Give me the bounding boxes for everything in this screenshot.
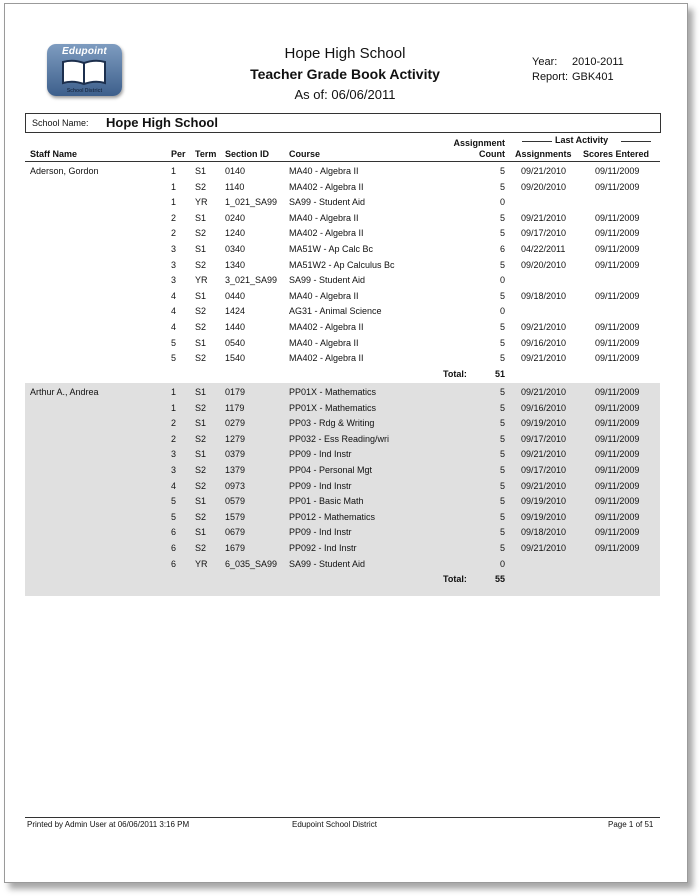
total-value: 51: [494, 368, 505, 379]
term: YR: [195, 558, 208, 569]
report-value: GBK401: [572, 71, 614, 83]
table-row: [25, 480, 660, 495]
term: S1: [195, 496, 207, 507]
col-per: Per: [171, 149, 186, 159]
section-id: 1140: [225, 181, 245, 192]
total-row: [25, 573, 660, 588]
term: S2: [195, 322, 207, 332]
last-assignment-date: 09/16/2010: [521, 402, 567, 413]
footer-rule: [25, 817, 660, 818]
assignment-count: 5: [499, 228, 505, 239]
term: S2: [195, 543, 207, 553]
period: 3: [171, 465, 177, 475]
course: SA99 - Student Aid: [289, 197, 366, 208]
period: 1: [171, 197, 177, 208]
last-assignment-date: 09/20/2010: [521, 181, 567, 192]
report-title: Teacher Grade Book Activity: [250, 66, 440, 82]
school-name-box: [25, 113, 661, 133]
period: 1: [171, 166, 177, 176]
course: MA402 - Algebra II: [289, 228, 364, 239]
report-label: Report:: [532, 71, 569, 83]
table-row: [25, 274, 660, 289]
last-assignment-date: 09/21/2010: [521, 212, 567, 223]
report-meta: [532, 71, 614, 83]
school-title: Hope High School: [284, 45, 406, 62]
col-course: Course: [289, 149, 321, 159]
last-score-date: 09/11/2009: [595, 290, 640, 301]
assignment-count: 0: [499, 306, 505, 317]
section-id: 3_021_SA99: [225, 275, 278, 286]
last-score-date: 09/11/2009: [595, 527, 640, 538]
table-row: [25, 337, 660, 352]
table-row: [25, 321, 660, 336]
course: MA40 - Algebra II: [289, 166, 359, 176]
period: 3: [171, 244, 177, 254]
last-score-date: 09/11/2009: [595, 511, 640, 522]
section-id: 1424: [225, 306, 246, 317]
table-row: [25, 417, 660, 432]
table-row: [25, 526, 660, 541]
course: PP092 - Ind Instr: [289, 543, 357, 553]
table-row: [25, 305, 660, 320]
period: 2: [171, 212, 177, 223]
term: S2: [195, 480, 207, 491]
section-id: 1440: [225, 322, 246, 332]
course: PP09 - Ind Instr: [289, 527, 352, 538]
col-term: Term: [195, 149, 217, 159]
last-assignment-date: 09/16/2010: [521, 337, 567, 348]
section-id: 1279: [225, 433, 246, 444]
assignment-count: 5: [499, 181, 505, 192]
period: 2: [171, 418, 177, 429]
last-assignment-date: 09/20/2010: [521, 259, 567, 270]
table-row: [25, 243, 660, 258]
assignment-count: 5: [499, 496, 505, 507]
col-count-line2: Count: [479, 149, 505, 159]
section-id: 0579: [225, 496, 246, 507]
assignment-count: 0: [499, 558, 505, 569]
section-id: 1340: [225, 259, 246, 270]
last-assignment-date: 09/17/2010: [521, 228, 567, 239]
total-label: Total:: [443, 574, 467, 585]
last-score-date: 09/11/2009: [595, 353, 640, 364]
period: 2: [171, 228, 177, 239]
teacher-group: [25, 383, 660, 596]
course: AG31 - Animal Science: [289, 306, 382, 317]
table-row: [25, 433, 660, 448]
year-label: Year:: [532, 56, 558, 68]
school-name-value: Hope High School: [106, 115, 218, 130]
last-assignment-date: 09/21/2010: [521, 353, 567, 364]
course: SA99 - Student Aid: [289, 275, 366, 286]
section-id: 6_035_SA99: [225, 558, 278, 569]
term: S2: [195, 228, 207, 239]
assignment-count: 5: [499, 418, 505, 429]
section-id: 1_021_SA99: [225, 197, 278, 208]
term: S1: [195, 212, 207, 223]
table-row: [25, 212, 660, 227]
table-row: [25, 448, 660, 463]
course: MA51W - Ap Calc Bc: [289, 244, 374, 254]
footer-district: Edupoint School District: [292, 820, 377, 829]
assignment-count: 5: [499, 290, 505, 301]
last-score-date: 09/11/2009: [595, 337, 640, 348]
assignment-count: 5: [499, 259, 505, 270]
assignment-count: 5: [499, 433, 505, 444]
footer-printed-by: Printed by Admin User at 06/06/2011 3:16 PM: [27, 820, 190, 829]
course: MA402 - Algebra II: [289, 322, 364, 332]
last-activity-rule-left: [522, 141, 552, 142]
staff-name: Arthur A., Andrea: [30, 387, 99, 397]
course: PP09 - Ind Instr: [289, 449, 352, 460]
last-score-date: 09/11/2009: [595, 543, 640, 553]
assignment-count: 5: [499, 402, 505, 413]
total-value: 55: [494, 574, 505, 585]
course: MA40 - Algebra II: [289, 212, 359, 223]
course: MA402 - Algebra II: [289, 181, 364, 192]
last-score-date: 09/11/2009: [595, 418, 640, 429]
last-assignment-date: 09/19/2010: [521, 511, 567, 522]
as-of-date: As of: 06/06/2011: [294, 87, 396, 102]
last-score-date: 09/11/2009: [595, 449, 640, 460]
section-id: 0179: [225, 387, 246, 397]
period: 4: [171, 322, 177, 332]
course: MA402 - Algebra II: [289, 353, 364, 364]
term: S1: [195, 418, 207, 429]
course: SA99 - Student Aid: [289, 558, 366, 569]
term: S2: [195, 259, 207, 270]
table-row: [25, 402, 660, 417]
col-count-line1: Assignment: [453, 138, 505, 148]
last-assignment-date: 09/21/2010: [521, 543, 567, 553]
table-row: [25, 558, 660, 573]
term: S2: [195, 306, 207, 317]
course: PP012 - Mathematics: [289, 511, 376, 522]
col-section-id: Section ID: [225, 149, 270, 159]
book-icon: [61, 58, 107, 86]
period: 3: [171, 275, 177, 286]
course: PP09 - Ind Instr: [289, 480, 352, 491]
period: 3: [171, 259, 177, 270]
table-row: [25, 259, 660, 274]
section-id: 0340: [225, 244, 246, 254]
table-row: [25, 196, 660, 211]
section-id: 1540: [225, 353, 246, 364]
section-id: 0240: [225, 212, 246, 223]
logo-brand: Edupoint: [62, 46, 107, 57]
term: YR: [195, 197, 208, 208]
last-score-date: 09/11/2009: [595, 212, 640, 223]
last-assignment-date: 09/21/2010: [521, 322, 567, 332]
assignment-count: 5: [499, 387, 505, 397]
table-row: [25, 181, 660, 196]
section-id: 1379: [225, 465, 246, 475]
course: MA40 - Algebra II: [289, 290, 359, 301]
last-assignment-date: 09/18/2010: [521, 290, 567, 301]
total-row: [25, 368, 660, 383]
last-assignment-date: 09/21/2010: [521, 387, 567, 397]
period: 1: [171, 181, 177, 192]
term: S2: [195, 465, 207, 475]
term: S1: [195, 290, 207, 301]
col-last-activity: Last Activity: [555, 135, 609, 145]
section-id: 0679: [225, 527, 246, 538]
section-id: 1179: [225, 402, 245, 413]
last-score-date: 09/11/2009: [595, 387, 640, 397]
section-id: 1579: [225, 511, 246, 522]
last-assignment-date: 09/18/2010: [521, 527, 567, 538]
last-score-date: 09/11/2009: [595, 496, 640, 507]
term: S2: [195, 511, 207, 522]
term: S1: [195, 166, 207, 176]
last-score-date: 09/11/2009: [595, 480, 640, 491]
term: S1: [195, 337, 207, 348]
section-id: 1240: [225, 228, 246, 239]
col-staff-name: Staff Name: [30, 149, 78, 159]
course: PP032 - Ess Reading/wri: [289, 433, 390, 444]
last-score-date: 09/11/2009: [595, 402, 640, 413]
last-activity-rule-right: [621, 141, 651, 142]
term: S2: [195, 402, 207, 413]
col-assignments: Assignments: [515, 149, 572, 159]
course: MA40 - Algebra II: [289, 337, 359, 348]
period: 5: [171, 353, 177, 364]
period: 2: [171, 433, 177, 444]
last-assignment-date: 09/21/2010: [521, 480, 567, 491]
course: PP01X - Mathematics: [289, 402, 377, 413]
assignment-count: 5: [499, 449, 505, 460]
assignment-count: 5: [499, 480, 505, 491]
table-row: [25, 227, 660, 242]
term: S1: [195, 244, 207, 254]
last-assignment-date: 04/22/2011: [521, 244, 566, 254]
logo-sub: School District: [66, 88, 103, 94]
table-row: [25, 464, 660, 479]
assignment-count: 5: [499, 543, 505, 553]
teacher-group: [25, 162, 660, 390]
term: S2: [195, 353, 207, 364]
assignment-count: 6: [499, 244, 505, 254]
period: 5: [171, 337, 177, 348]
last-score-date: 09/11/2009: [595, 322, 640, 332]
term: S2: [195, 181, 207, 192]
last-assignment-date: 09/21/2010: [521, 449, 567, 460]
section-id: 1679: [225, 543, 246, 553]
assignment-count: 5: [499, 511, 505, 522]
footer-page-number: Page 1 of 51: [608, 820, 654, 829]
assignment-count: 5: [499, 353, 505, 364]
section-id: 0140: [225, 166, 246, 176]
table-row: [25, 290, 660, 305]
assignment-count: 5: [499, 322, 505, 332]
year-value: 2010-2011: [572, 56, 624, 68]
last-score-date: 09/11/2009: [595, 228, 640, 239]
last-assignment-date: 09/19/2010: [521, 496, 567, 507]
period: 4: [171, 480, 177, 491]
course: PP01 - Basic Math: [289, 496, 364, 507]
last-assignment-date: 09/21/2010: [521, 166, 567, 176]
edupoint-logo: [47, 44, 122, 96]
assignment-count: 0: [499, 197, 505, 208]
course: PP01X - Mathematics: [289, 387, 377, 397]
year-meta: [532, 56, 624, 68]
section-id: 0973: [225, 480, 246, 491]
last-assignment-date: 09/17/2010: [521, 465, 567, 475]
table-row: [25, 511, 660, 526]
assignment-count: 5: [499, 465, 505, 475]
assignment-count: 5: [499, 527, 505, 538]
last-score-date: 09/11/2009: [595, 465, 640, 475]
last-assignment-date: 09/19/2010: [521, 418, 567, 429]
term: S1: [195, 387, 207, 397]
section-id: 0279: [225, 418, 246, 429]
term: S2: [195, 433, 207, 444]
last-score-date: 09/11/2009: [595, 259, 640, 270]
last-score-date: 09/11/2009: [595, 181, 640, 192]
period: 1: [171, 387, 177, 397]
period: 6: [171, 527, 177, 538]
period: 4: [171, 306, 177, 317]
col-scores-entered: Scores Entered: [583, 149, 650, 159]
table-row: [25, 495, 660, 510]
total-label: Total:: [443, 368, 467, 379]
table-row: [25, 386, 660, 401]
last-assignment-date: 09/17/2010: [521, 433, 567, 444]
staff-name: Aderson, Gordon: [30, 166, 99, 176]
period: 6: [171, 543, 177, 553]
period: 5: [171, 511, 177, 522]
period: 6: [171, 558, 177, 569]
course: PP04 - Personal Mgt: [289, 465, 373, 475]
term: YR: [195, 275, 208, 286]
period: 5: [171, 496, 177, 507]
period: 4: [171, 290, 177, 301]
course: PP03 - Rdg & Writing: [289, 418, 375, 429]
section-id: 0540: [225, 337, 246, 348]
last-score-date: 09/11/2009: [595, 166, 640, 176]
assignment-count: 5: [499, 212, 505, 223]
period: 3: [171, 449, 177, 460]
term: S1: [195, 527, 207, 538]
last-score-date: 09/11/2009: [595, 433, 640, 444]
table-row: [25, 352, 660, 367]
school-name-label: School Name:: [32, 118, 89, 128]
period: 1: [171, 402, 177, 413]
term: S1: [195, 449, 207, 460]
table-row: [25, 542, 660, 557]
section-id: 0440: [225, 290, 246, 301]
section-id: 0379: [225, 449, 246, 460]
assignment-count: 0: [499, 275, 505, 286]
assignment-count: 5: [499, 166, 505, 176]
course: MA51W2 - Ap Calculus Bc: [289, 259, 395, 270]
assignment-count: 5: [499, 337, 505, 348]
last-score-date: 09/11/2009: [595, 244, 640, 254]
table-row: [25, 165, 660, 180]
